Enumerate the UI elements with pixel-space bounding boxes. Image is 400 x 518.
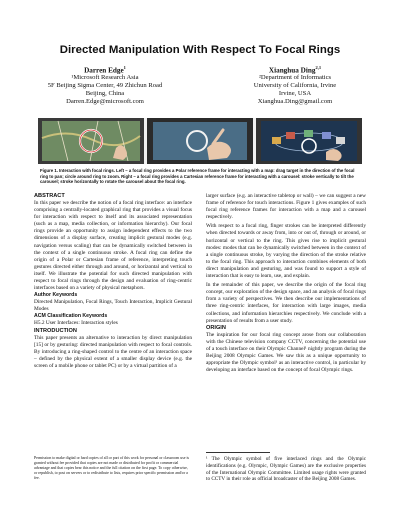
footnote-rule — [206, 452, 270, 453]
permission-notice: Permission to make digital or hard copies of all or part of this work for personal or classroom use is granted without fee provided that copies are not made or distributed for profit or commercial advantage and that copies bear this notice and the full citation on the first page. To copy otherwise, or republish, to post on servers or to redistribute to lists, requires prior specific permission and/or a fee. — [34, 456, 190, 480]
acm-text: H5.2 User Interfaces: Interaction styles — [34, 320, 118, 327]
right-paragraph-1: larger surface (e.g. an interactive tabletop or wall) – we can suggest a new frame of reference for touch interactions. Figure 1 gives examples of such focal ring reference frames for interaction with a map and a carousel respectively. — [206, 193, 366, 221]
author-name-2: Xianghua Ding$^{2,1}$ — [268, 65, 322, 75]
author-address-1: 5F Beijing Sigma Center, 49 Zhichun Road — [47, 82, 163, 90]
author-block-1 — [10, 64, 200, 106]
author-block-2 — [200, 64, 390, 106]
abstract-heading: ABSTRACT — [34, 193, 65, 199]
author-address-2: University of California, Irvine — [253, 82, 337, 90]
figure-panel-map — [38, 118, 144, 164]
footnote: ¹ The Olympic symbol of five interlaced rings and the Olympic identifications (e.g. Olympic, Olympic Games) are the exclusive properties of the International Olympic Committee. Limited usage rights were granted to CCTV in their role as official broadcaster of the Beijing 2008 Games. — [206, 456, 366, 483]
author-affiliation-2: ²Department of Informatics — [258, 74, 332, 82]
acm-heading: ACM Classification Keywords — [34, 313, 108, 320]
keywords-heading: Author Keywords — [34, 292, 78, 299]
introduction-heading: INTRODUCTION — [34, 327, 77, 334]
right-column — [206, 193, 366, 374]
right-paragraph-3: In the remainder of this paper, we describe the origin of the focal ring concept, our exploration of the design space, and an analysis of focal rings from a variety of perspectives. We then describe our implementations of three ring-centric interfaces, for interaction with large images, media collections, and information hierarchies respectively. We conclude with a presentation of results from a user study. — [206, 282, 366, 324]
figure-1 — [38, 118, 362, 164]
abstract-text: In this paper we describe the notion of a focal ring interface: an interface comprising a centrally-located graphical ring that provides a visual focus for interaction with respect to itself and its associated representation (such as a map, media collection, or information hierarchy). Our focal rings provide an opportunity to assign independent effects to the two dimensions of a display surface, creating implicit gestural modes (e.g. navigation versus scaling) that can be dynamically switched between in the context of a single continuous stroke. A focal ring can define the origin of a Polar or Cartesian frame of reference, interpreting touch gestures directed either through and around, or horizontal and vertical to itself. We illustrate the potential for such directed manipulation with respect to focal rings through the design and evaluation of ring-centric interfaces based on a variety of physical metaphors. — [34, 200, 192, 292]
author-affiliation-1: ¹Microsoft Research Asia — [71, 74, 139, 82]
keywords-text: Directed Manipulation, Focal Rings, Touch Interaction, Implicit Gestural Modes — [34, 299, 192, 313]
author-name-1: Darren Edge$^1$ — [84, 65, 126, 75]
author-email-2: Xianghua.Ding@gmail.com — [257, 98, 333, 106]
paper-title: Directed Manipulation With Respect To Focal Rings — [59, 44, 341, 56]
author-email-1: Darren.Edge@microsoft.com — [66, 98, 144, 106]
figure-panel-hand — [147, 118, 253, 164]
right-paragraph-2: With respect to a focal ring, finger strokes can be interpreted differently when directed towards or away from, into or out of, through or around, or horizontal or vertical to the ring. This gives rise to implicit gestural modes: modes that can be dynamically switched between in the context of a single continuous stroke, by varying the direction of the stroke relative to the focal ring. This approach to interaction combines elements of both direct manipulation and gesturing, and was found to support a style of interaction that is easy to learn, use, and explain. — [206, 223, 366, 280]
left-column — [34, 193, 192, 370]
figure-caption: Figure 1. Interaction with focal rings. Left – a focal ring provides a Polar reference frame for interacting with a map: drag target in the direction of the focal ring to pan; circle around ring to zoom. Right – a focal ring provides a Cartesian reference frame for interacting with a carousel: stroke vertically to tilt the carousel; stroke horizontally to rotate the carousel about the focal ring. — [40, 168, 355, 185]
figure-panel-carousel — [256, 118, 362, 164]
author-city-1: Beijing, China — [85, 90, 125, 98]
origin-text: The inspiration for our focal ring concept arose from our collaboration with the Chinese television company CCTV, concerning the potential use of a touch interface on their Olympic Channel¹ nightly program during the Beijing 2008 Olympic Games. We saw this as a unique opportunity to appropriate the Olympic symbol¹ as an interactive control, in particular by developing an interface based on the concept of focal Olympic rings. — [206, 331, 366, 374]
introduction-text: This paper presents an alternative to interaction by direct manipulation [15] or by gesturing: directed manipulation with respect to focal controls. By introducing a ring-shaped control to the centre of an interaction space – defined by the physical extent of a smaller display device (e.g. the screen of a mobile phone or tablet PC) or by a virtual partition of a — [34, 334, 192, 369]
origin-heading: ORIGIN — [206, 324, 226, 331]
author-city-2: Irvine, USA — [278, 90, 312, 98]
